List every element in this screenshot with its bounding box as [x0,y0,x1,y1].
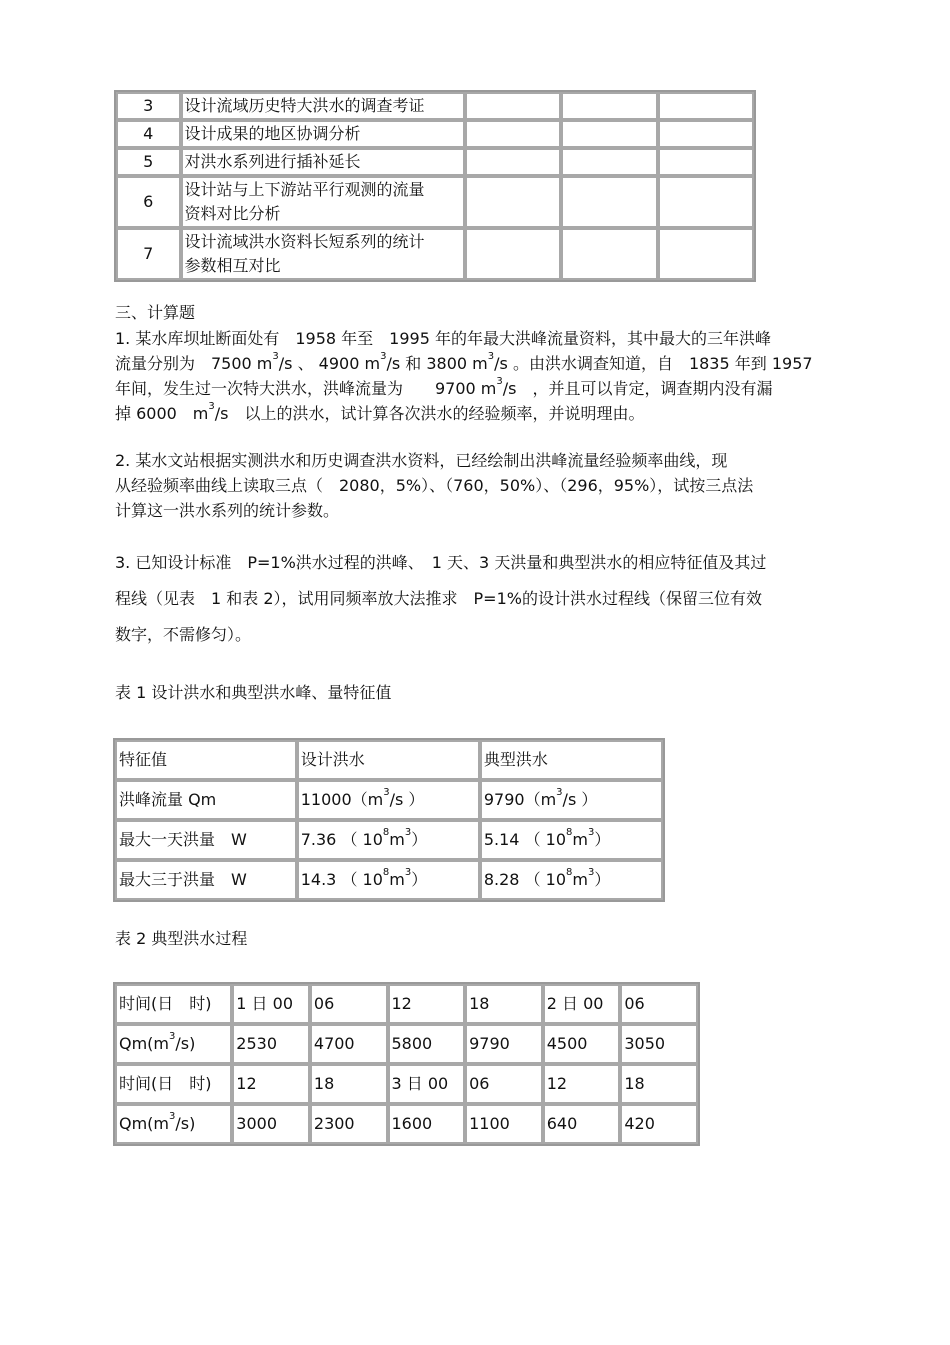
problem-3-line: 数字，不需修匀）。 [115,625,252,644]
table-cell: 2530 [232,1024,310,1064]
row-text [181,176,465,228]
table-row [116,92,754,120]
row-number: 5 [116,148,181,176]
table-cell [297,820,480,860]
table-row [116,176,754,228]
unit: ） [594,830,611,849]
table-cell: 06 [620,984,698,1024]
table-row [116,228,754,280]
superscript: 3 [496,375,503,387]
value: 7.36 （ 10 [300,830,383,849]
value: 8.28 （ 10 [483,870,567,889]
text-run: Qm(m [119,1114,170,1133]
row-text: 设计流域历史特大洪水的调查考证 [181,92,465,120]
superscript: 3 [487,350,495,362]
table-cell: 1600 [388,1104,466,1144]
unit: m [389,870,405,889]
table-cell: 2 日 00 [543,984,621,1024]
text-run: /s 以上的洪水，试计算各次洪水的经验频率，并说明理由。 [214,404,645,423]
problem-2-line: 计算这一洪水系列的统计参数。 [115,501,340,520]
table-row [116,120,754,148]
value: 14.3 （ 10 [300,870,383,889]
table-cell: 9790 [465,1024,543,1064]
blank-cell [465,120,561,148]
unit: m [572,830,588,849]
table-row [115,860,663,900]
superscript: 3 [556,786,563,798]
superscript: 8 [566,826,573,838]
blank-cell [658,148,754,176]
row-label [115,1104,232,1144]
table-cell: 3 日 00 [388,1064,466,1104]
table-cell [297,780,480,820]
blank-cell [561,120,657,148]
table-cell: 5800 [388,1024,466,1064]
table-cell: 18 [310,1064,388,1104]
table-cell: 06 [465,1064,543,1104]
problem-2-line: 从经验频率曲线上读取三点（ 2080，5%）、（760，50%）、（296，95%），试按三点法 [115,476,754,495]
blank-cell [561,176,657,228]
blank-cell [658,228,754,280]
blank-cell [561,148,657,176]
table-row [115,1024,698,1064]
table-2-caption: 表 2 典型洪水过程 [115,929,248,948]
text-run: /s ，并且可以肯定，调查期内没有漏 [502,379,773,398]
table-cell: 3050 [620,1024,698,1064]
table-cell: 4700 [310,1024,388,1064]
blank-cell [658,92,754,120]
problem-3 [115,545,766,653]
row-text [181,228,465,280]
table-row [115,1104,698,1144]
row-text-line: 设计流域洪水资料长短系列的统计 [184,232,425,251]
row-label: 洪峰流量 Qm [115,780,297,820]
unit: /s ） [389,790,425,809]
row-label [115,1024,232,1064]
unit: m [572,870,588,889]
row-label: 时间(日 时) [115,1064,232,1104]
row-text: 设计成果的地区协调分析 [181,120,465,148]
blank-cell [561,228,657,280]
text-run: /s 和 3800 m [386,354,488,373]
table-cell: 2300 [310,1104,388,1144]
table-cell: 420 [620,1104,698,1144]
row-text-line: 资料对比分析 [184,204,281,223]
table-cell: 12 [388,984,466,1024]
table-cell: 1 日 00 [232,984,310,1024]
superscript: 3 [169,1030,176,1042]
header-cell: 设计洪水 [297,740,480,780]
problem-3-line: 程线（见表 1 和表 2），试用同频率放大法推求 P=1%的设计洪水过程线（保留三位有效 [115,589,762,608]
table-row [116,148,754,176]
problem-1-line [115,376,813,401]
table-cell: 12 [232,1064,310,1104]
row-text: 对洪水系列进行插补延长 [181,148,465,176]
row-label: 最大三于洪量 W [115,860,297,900]
table-cell: 12 [543,1064,621,1104]
table-row [115,1064,698,1104]
unit: ） [411,870,428,889]
question-table [114,90,756,282]
row-number: 6 [116,176,181,228]
superscript: 3 [272,350,279,362]
problem-3-line: 3. 已知设计标准 P=1%洪水过程的洪峰、 1 天、3 天洪量和典型洪水的相应特征值及其过 [115,553,767,572]
text-run: Qm(m [119,1034,170,1053]
table-cell: 18 [465,984,543,1024]
value: 9790（m [483,790,557,809]
row-label: 最大一天洪量 W [115,820,297,860]
table-row [115,820,663,860]
problem-1-line [115,351,813,376]
header-cell: 典型洪水 [480,740,663,780]
problem-1-line: 1. 某水库坝址断面处有 1958 年至 1995 年的年最大洪峰流量资料，其中最大的三年洪峰 [115,329,771,348]
row-number: 4 [116,120,181,148]
table-row [115,740,663,780]
text-run: 掉 6000 m [115,404,209,423]
row-text-line: 参数相互对比 [184,256,281,275]
problem-2-line: 2. 某水文站根据实测洪水和历史调查洪水资料，已经绘制出洪峰流量经验频率曲线，现 [115,451,728,470]
blank-cell [465,148,561,176]
unit: ） [411,830,428,849]
blank-cell [561,92,657,120]
superscript: 3 [380,350,387,362]
table-cell: 4500 [543,1024,621,1064]
value: 5.14 （ 10 [483,830,567,849]
value: 11000（m [300,790,384,809]
blank-cell [465,228,561,280]
table-cell: 1100 [465,1104,543,1144]
table-cell: 18 [620,1064,698,1104]
row-number: 3 [116,92,181,120]
text-run: 流量分别为 7500 m [115,354,273,373]
problem-1 [115,326,813,426]
table-2 [113,982,700,1146]
table-cell [480,820,663,860]
table-cell [480,860,663,900]
row-text-line: 设计站与上下游站平行观测的流量 [184,180,425,199]
problem-1-line [115,401,813,426]
blank-cell [465,176,561,228]
blank-cell [465,92,561,120]
superscript: 8 [382,866,390,878]
superscript: 3 [588,826,595,838]
superscript: 3 [404,826,412,838]
table-cell: 3000 [232,1104,310,1144]
header-cell: 特征值 [115,740,297,780]
row-label: 时间(日 时) [115,984,232,1024]
superscript: 3 [208,400,215,412]
text-run: /s 、 4900 m [278,354,381,373]
superscript: 8 [566,866,573,878]
superscript: 3 [404,866,412,878]
blank-cell [658,176,754,228]
unit: /s ） [562,790,598,809]
superscript: 3 [383,786,390,798]
unit: m [389,830,405,849]
text-run: 年间，发生过一次特大洪水，洪峰流量为 9700 m [115,379,497,398]
table-row [115,780,663,820]
row-number: 7 [116,228,181,280]
table-1-caption: 表 1 设计洪水和典型洪水峰、量特征值 [115,683,392,702]
table-1 [113,738,665,902]
text-run: /s) [175,1114,196,1133]
table-cell [480,780,663,820]
section-title: 三、计算题 [115,303,196,322]
superscript: 8 [382,826,390,838]
blank-cell [658,120,754,148]
text-run: /s) [175,1034,196,1053]
problem-2 [115,448,753,523]
table-row [115,984,698,1024]
table-cell: 640 [543,1104,621,1144]
table-cell: 06 [310,984,388,1024]
text-run: /s 。由洪水调查知道，自 1835 年到 1957 [494,354,813,373]
table-cell [297,860,480,900]
unit: ） [594,870,611,889]
superscript: 3 [169,1110,176,1122]
superscript: 3 [588,866,595,878]
